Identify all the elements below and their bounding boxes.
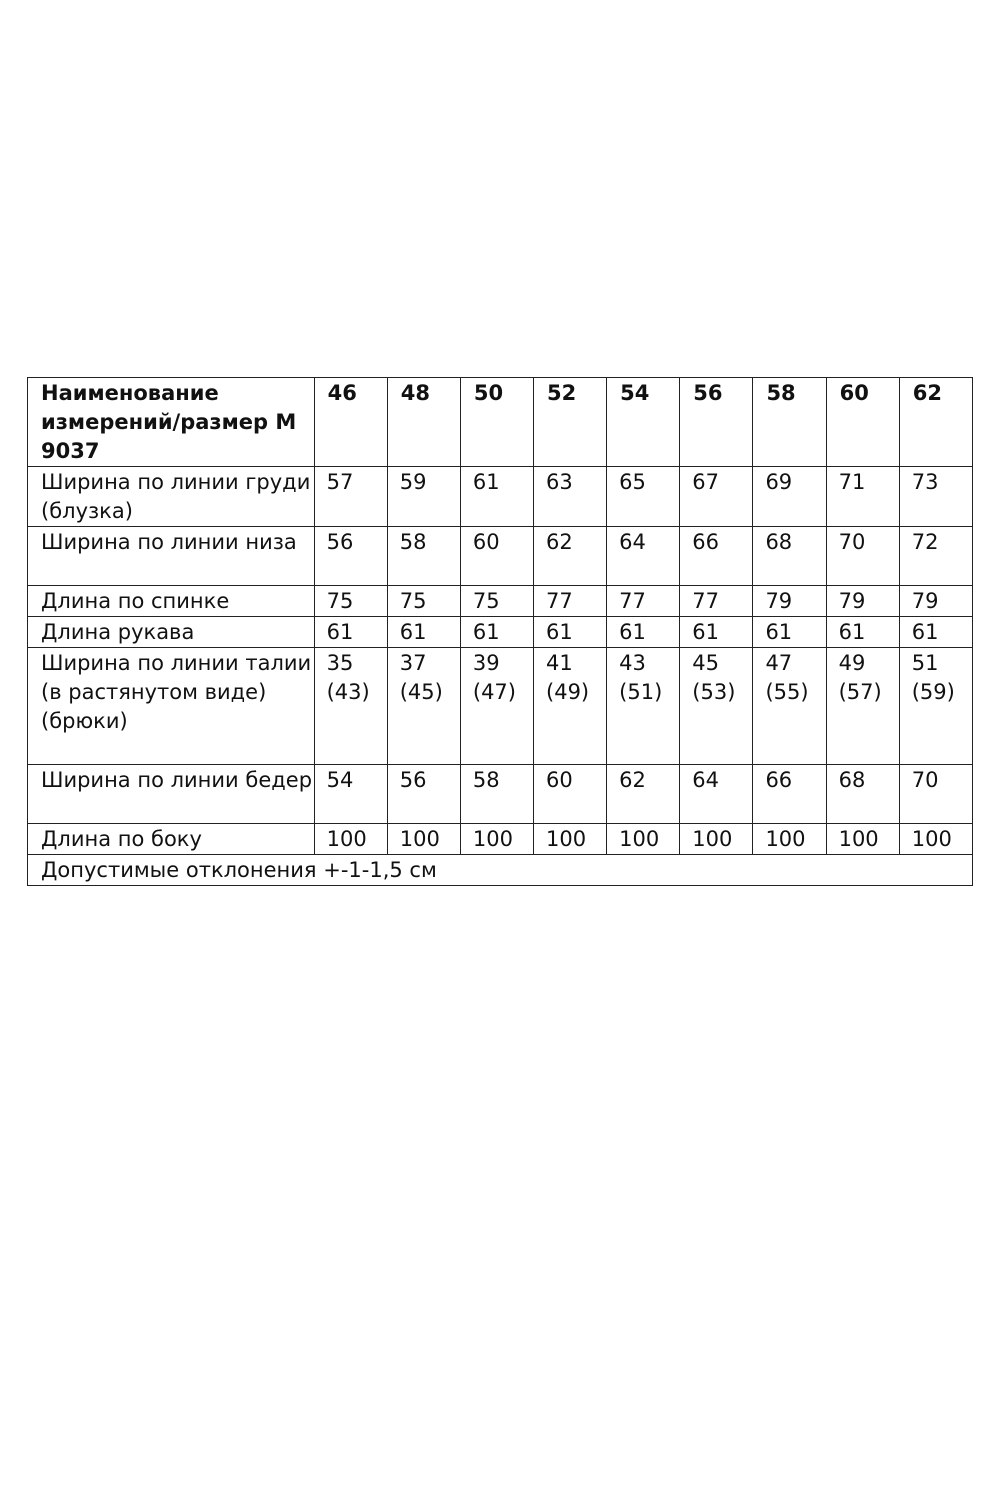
table-cell: 61 [460, 467, 533, 527]
table-cell: 100 [460, 824, 533, 855]
table-cell: 62 [534, 527, 607, 586]
table-cell: 68 [826, 765, 899, 824]
table-cell: 79 [753, 586, 826, 617]
table-cell: 66 [680, 527, 753, 586]
table-cell: 75 [387, 586, 460, 617]
table-cell: 61 [826, 617, 899, 648]
table-cell: 45 (53) [680, 648, 753, 765]
table-cell: 37 (45) [387, 648, 460, 765]
table-cell: 72 [899, 527, 972, 586]
table-cell: 79 [899, 586, 972, 617]
table-row [28, 467, 973, 527]
size-header: 62 [899, 378, 972, 467]
size-header: 46 [314, 378, 387, 467]
table-cell: 41 (49) [534, 648, 607, 765]
size-header: 52 [534, 378, 607, 467]
row-label: Ширина по линии бедер [28, 765, 315, 824]
table-cell: 57 [314, 467, 387, 527]
table-cell: 75 [314, 586, 387, 617]
table-cell: 100 [534, 824, 607, 855]
table-cell: 60 [534, 765, 607, 824]
table-cell: 65 [607, 467, 680, 527]
table-cell: 100 [387, 824, 460, 855]
table-cell: 100 [899, 824, 972, 855]
table-cell: 58 [387, 527, 460, 586]
table-cell: 51 (59) [899, 648, 972, 765]
table-cell: 61 [314, 617, 387, 648]
table-cell: 68 [753, 527, 826, 586]
table-cell: 56 [314, 527, 387, 586]
table-cell: 77 [680, 586, 753, 617]
table-cell: 100 [680, 824, 753, 855]
row-label: Ширина по линии талии (в растянутом виде) (брюки) [28, 648, 315, 765]
table-cell: 70 [899, 765, 972, 824]
size-header: 60 [826, 378, 899, 467]
table-cell: 69 [753, 467, 826, 527]
table-row [28, 765, 973, 824]
size-chart-table [27, 377, 973, 886]
size-header: 48 [387, 378, 460, 467]
table-cell: 66 [753, 765, 826, 824]
table-row [28, 617, 973, 648]
header-label: Наименование измерений/размер М 9037 [28, 378, 315, 467]
table-row [28, 527, 973, 586]
table-cell: 61 [607, 617, 680, 648]
table-cell: 61 [460, 617, 533, 648]
table-cell: 70 [826, 527, 899, 586]
table-cell: 35 (43) [314, 648, 387, 765]
table-cell: 39 (47) [460, 648, 533, 765]
table-cell: 58 [460, 765, 533, 824]
size-header: 56 [680, 378, 753, 467]
size-header: 58 [753, 378, 826, 467]
header-row [28, 378, 973, 467]
table-cell: 77 [607, 586, 680, 617]
table-cell: 43 (51) [607, 648, 680, 765]
row-label: Длина рукава [28, 617, 315, 648]
size-header: 50 [460, 378, 533, 467]
footer-row [28, 855, 973, 886]
table-cell: 100 [607, 824, 680, 855]
table-cell: 64 [607, 527, 680, 586]
table-row [28, 648, 973, 765]
table-cell: 75 [460, 586, 533, 617]
size-header: 54 [607, 378, 680, 467]
table-cell: 54 [314, 765, 387, 824]
table-cell: 61 [753, 617, 826, 648]
table-cell: 67 [680, 467, 753, 527]
table-cell: 71 [826, 467, 899, 527]
table-cell: 47 (55) [753, 648, 826, 765]
table-cell: 60 [460, 527, 533, 586]
table-cell: 73 [899, 467, 972, 527]
table-cell: 61 [899, 617, 972, 648]
table-cell: 100 [753, 824, 826, 855]
tolerance-note: Допустимые отклонения +-1-1,5 см [28, 855, 973, 886]
table-cell: 64 [680, 765, 753, 824]
table-cell: 61 [680, 617, 753, 648]
table-row [28, 824, 973, 855]
table-row [28, 586, 973, 617]
table-cell: 79 [826, 586, 899, 617]
table-cell: 61 [387, 617, 460, 648]
table-cell: 62 [607, 765, 680, 824]
table-cell: 56 [387, 765, 460, 824]
row-label: Длина по спинке [28, 586, 315, 617]
table-cell: 63 [534, 467, 607, 527]
table-cell: 100 [826, 824, 899, 855]
row-label: Ширина по линии груди (блузка) [28, 467, 315, 527]
table-cell: 77 [534, 586, 607, 617]
table-cell: 49 (57) [826, 648, 899, 765]
row-label: Длина по боку [28, 824, 315, 855]
table-cell: 100 [314, 824, 387, 855]
row-label: Ширина по линии низа [28, 527, 315, 586]
table-cell: 59 [387, 467, 460, 527]
table-cell: 61 [534, 617, 607, 648]
